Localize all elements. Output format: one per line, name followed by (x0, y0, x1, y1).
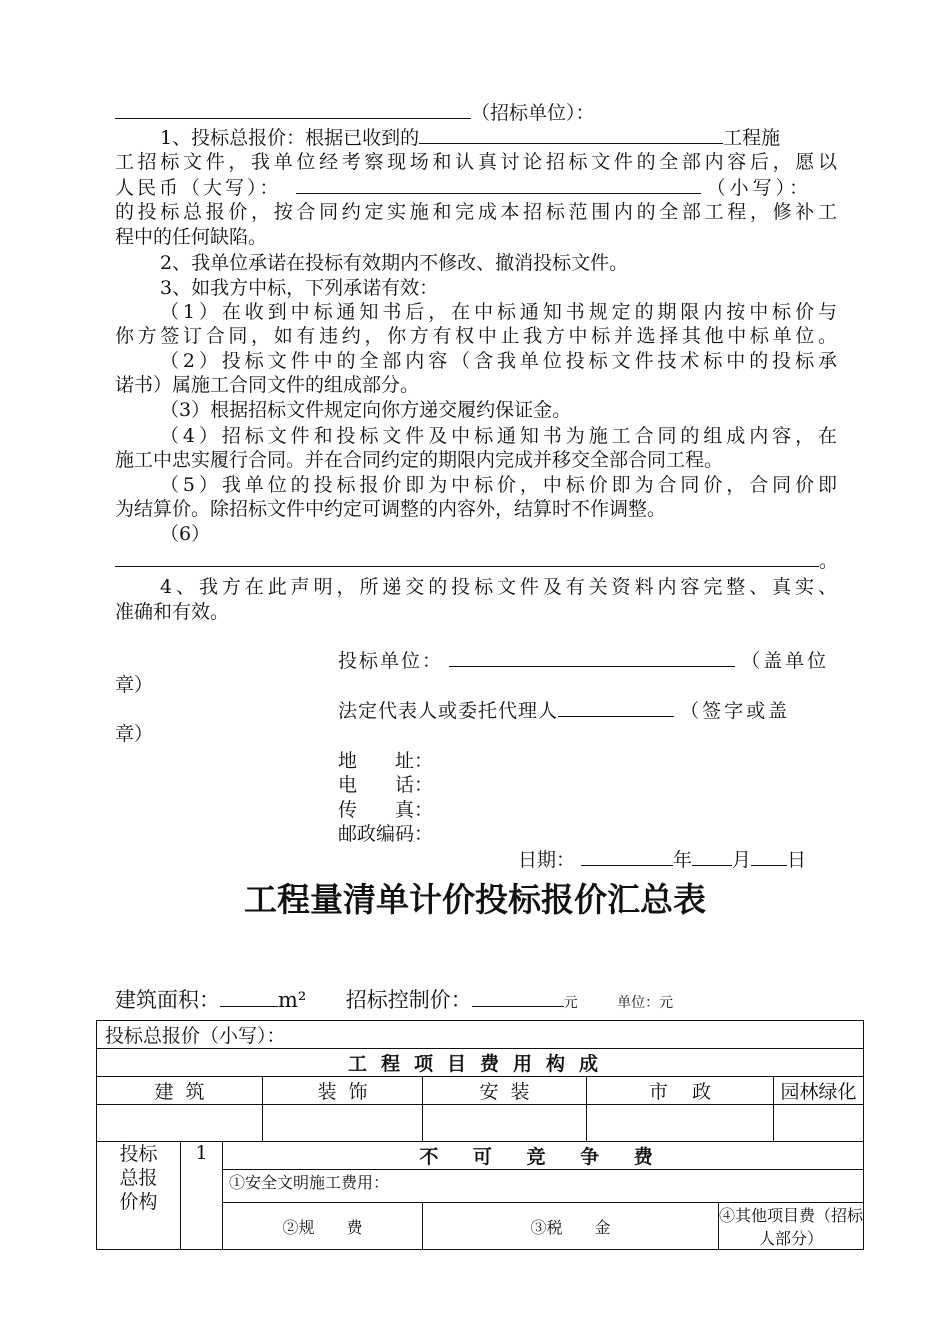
total-cell[interactable]: 投标总报价（小写）： (97, 1021, 864, 1049)
non-competitive-header: 不 可 竞 争 费 (223, 1142, 864, 1170)
item-1-line-1: （1）在收到中标通知书后，在中标通知书规定的期限内按中标价与 (160, 301, 837, 323)
item-6-blank[interactable] (115, 548, 819, 567)
date-label: 日期： (518, 849, 576, 871)
summary-table (96, 1020, 864, 1250)
paragraph-1-line-1 (160, 125, 780, 150)
row-number: 1 (181, 1142, 223, 1250)
non-competitive-row (97, 1142, 864, 1170)
paragraph-1-line-2: 工招标文件，我单位经考察现场和认真讨论招标文件的全部内容后，愿以 (115, 151, 837, 173)
representative-label: 法定代表人或委托代理人 (338, 700, 559, 722)
recipient-line (115, 100, 595, 125)
value-construction[interactable] (97, 1105, 263, 1142)
category-row (97, 1077, 864, 1105)
paragraph-1-line-3 (115, 175, 837, 200)
project-name-blank[interactable] (419, 125, 723, 144)
bidder-suffix: （盖单位 (741, 650, 830, 672)
control-price-blank[interactable] (472, 988, 564, 1007)
category-municipal: 市 政 (587, 1077, 774, 1105)
summary-title: 工程量清单计价投标报价汇总表 (244, 880, 706, 919)
composition-header: 工程项目费用构成 (97, 1049, 864, 1077)
control-price-label: 招标控制价： (345, 988, 472, 1012)
value-landscape[interactable] (774, 1105, 864, 1142)
category-value-row (97, 1105, 864, 1142)
uppercase-amount-blank[interactable] (296, 175, 701, 194)
category-landscape: 园林绿化 (774, 1077, 864, 1105)
uppercase-amount-label: 人民币（大写）： (115, 177, 282, 199)
paragraph-3: 3、如我方中标，下列承诺有效： (160, 277, 439, 299)
p1-text: 1、投标总报价：根据已收到的 (160, 127, 420, 149)
paragraph-4-line-1: 4、我方在此声明，所递交的投标文件及有关资料内容完整、真实、 (160, 576, 837, 598)
postcode-label: 邮政编码： (338, 823, 434, 845)
bidder-line (338, 648, 837, 673)
item-6-end: 。 (819, 550, 839, 572)
item-1-line-2: 你方签订合同，如有违约，你方有权中止我方中标并选择其他中标单位。 (115, 325, 837, 347)
side-label: 投标总报价构 (97, 1142, 181, 1250)
item-5-line-1: （5）我单位的投标报价即为中标价，中标价即为合同价，合同价即 (160, 474, 837, 496)
other-cell[interactable]: ④其他项目费（招标人部分） (719, 1203, 864, 1250)
item-4-line-2: 施工中忠实履行合同。并在合同约定的期限内完成并移交全部合同工程。 (115, 449, 724, 471)
representative-line (338, 698, 837, 723)
bidder-label: 投标单位： (338, 650, 444, 672)
item-6-label: （6） (160, 523, 211, 545)
recipient-suffix: （招标单位）： (471, 102, 595, 124)
date-day-blank[interactable] (751, 847, 787, 866)
paragraph-1-line-5: 程中的任何缺陷。 (115, 226, 268, 248)
representative-wrap: 章） (115, 723, 154, 745)
item-6-line (115, 548, 838, 573)
date-line (518, 847, 806, 872)
item-2-line-1: （2）投标文件中的全部内容（含我单位投标文件技术标中的投标承 (160, 350, 837, 372)
paragraph-1-line-4: 的投标总报价，按合同约定实施和完成本招标范围内的全部工程，修补工 (115, 201, 837, 223)
date-year-blank[interactable] (581, 847, 673, 866)
recipient-blank[interactable] (115, 100, 471, 119)
paragraph-4-line-2: 准确和有效。 (115, 601, 230, 623)
address-label: 地 址： (338, 750, 434, 772)
item-4-line-1: （4）招标文件和投标文件及中标通知书为施工合同的组成内容，在 (160, 425, 837, 447)
bidder-wrap: 章） (115, 674, 154, 696)
category-decoration: 装 饰 (263, 1077, 423, 1105)
area-blank[interactable] (220, 988, 278, 1007)
lowercase-amount-label: （小写）： (706, 177, 813, 199)
date-year: 年 (673, 849, 693, 871)
summary-meta (115, 984, 673, 1014)
control-price-unit: 元 (563, 995, 578, 1011)
p1-tail: 工程施 (723, 127, 781, 149)
fees-cell[interactable]: ②规 费 (223, 1203, 423, 1250)
date-day: 日 (787, 849, 807, 871)
paragraph-2: 2、我单位承诺在投标有效期内不修改、撤消投标文件。 (160, 252, 629, 274)
item-5-line-2: 为结算价。除招标文件中约定可调整的内容外，结算时不作调整。 (115, 498, 667, 520)
area-unit: m² (278, 988, 307, 1012)
tax-cell[interactable]: ③税 金 (423, 1203, 719, 1250)
date-month: 月 (732, 849, 752, 871)
value-installation[interactable] (423, 1105, 587, 1142)
total-row (97, 1021, 864, 1049)
composition-row (97, 1049, 864, 1077)
phone-label: 电 话： (338, 774, 434, 796)
bidder-blank[interactable] (449, 648, 735, 667)
representative-blank[interactable] (558, 698, 674, 717)
category-installation: 安 装 (423, 1077, 587, 1105)
representative-suffix: （签字或盖 (680, 700, 791, 722)
value-decoration[interactable] (263, 1105, 423, 1142)
area-label: 建筑面积： (115, 988, 220, 1012)
item-3: （3）根据招标文件规定向你方递交履约保证金。 (160, 399, 572, 421)
category-construction: 建 筑 (97, 1077, 263, 1105)
fax-label: 传 真： (338, 799, 434, 821)
date-month-blank[interactable] (692, 847, 732, 866)
unit-label: 单位：元 (617, 995, 674, 1011)
safety-cell[interactable]: ①安全文明施工费用： (223, 1170, 864, 1203)
value-municipal[interactable] (587, 1105, 774, 1142)
item-2-line-2: 诺书）属施工合同文件的组成部分。 (115, 374, 420, 396)
